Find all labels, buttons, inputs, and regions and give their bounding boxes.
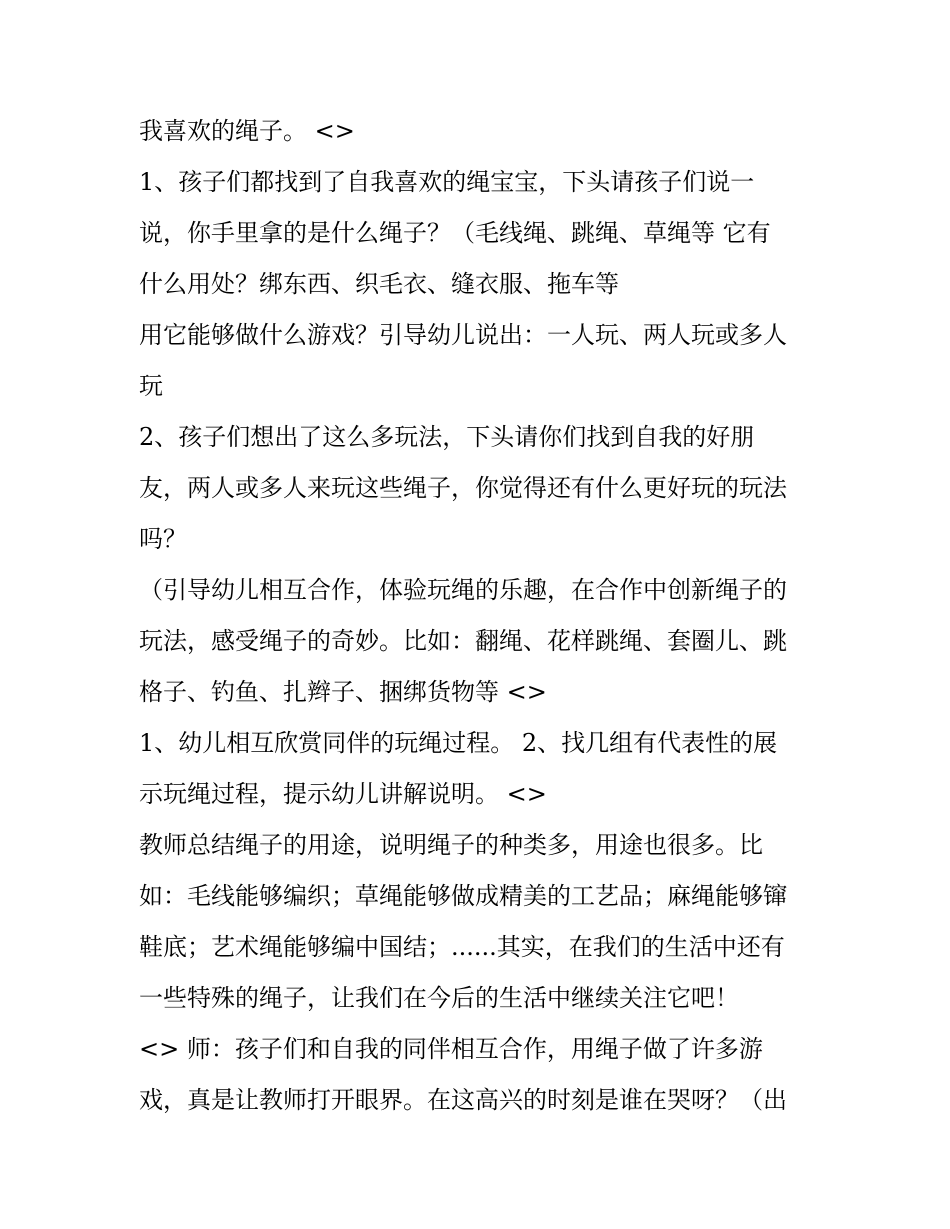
text-line: 1、孩子们都找到了自我喜欢的绳宝宝，下头请孩子们说一 (139, 168, 755, 196)
text-line: 教师总结绳子的用途，说明绳子的种类多，用途也很多。比 (139, 831, 763, 859)
text-line: 格子、钓鱼、扎辫子、捆绑货物等 <> (139, 678, 547, 706)
text-line: （引导幼儿相互合作，体验玩绳的乐趣，在合作中创新绳子的 (139, 576, 787, 604)
text-line: 吗？ (139, 525, 187, 553)
text-line: 如：毛线能够编织；草绳能够做成精美的工艺品；麻绳能够镩 (139, 882, 787, 910)
text-line: 鞋底；艺术绳能够编中国结；......其实，在我们的生活中还有 (139, 933, 785, 961)
text-line: 玩法，感受绳子的奇妙。比如：翻绳、花样跳绳、套圈儿、跳 (139, 627, 787, 655)
text-line: 示玩绳过程，提示幼儿讲解说明。 <> (139, 780, 547, 808)
document-body (139, 106, 829, 1126)
text-line: <> 师：孩子们和自我的同伴相互合作，用绳子做了许多游 (139, 1035, 763, 1063)
text-line: 戏，真是让教师打开眼界。在这高兴的时刻是谁在哭呀？（出 (139, 1086, 787, 1114)
text-line: 1、幼儿相互欣赏同伴的玩绳过程。 2、找几组有代表性的展 (139, 729, 778, 757)
text-line: 友，两人或多人来玩这些绳子，你觉得还有什么更好玩的玩法 (139, 474, 787, 502)
text-line: 什么用处？绑东西、织毛衣、缝衣服、拖车等 (139, 270, 619, 298)
text-line: 2、孩子们想出了这么多玩法，下头请你们找到自我的好朋 (139, 423, 755, 451)
text-line: 我喜欢的绳子。 <> (139, 117, 355, 145)
text-line: 说，你手里拿的是什么绳子？（毛线绳、跳绳、草绳等 它有 (139, 219, 771, 247)
text-line: 一些特殊的绳子，让我们在今后的生活中继续关注它吧！ (139, 984, 739, 1012)
text-line: 玩 (139, 372, 163, 400)
text-line: 用它能够做什么游戏？引导幼儿说出：一人玩、两人玩或多人 (139, 321, 787, 349)
